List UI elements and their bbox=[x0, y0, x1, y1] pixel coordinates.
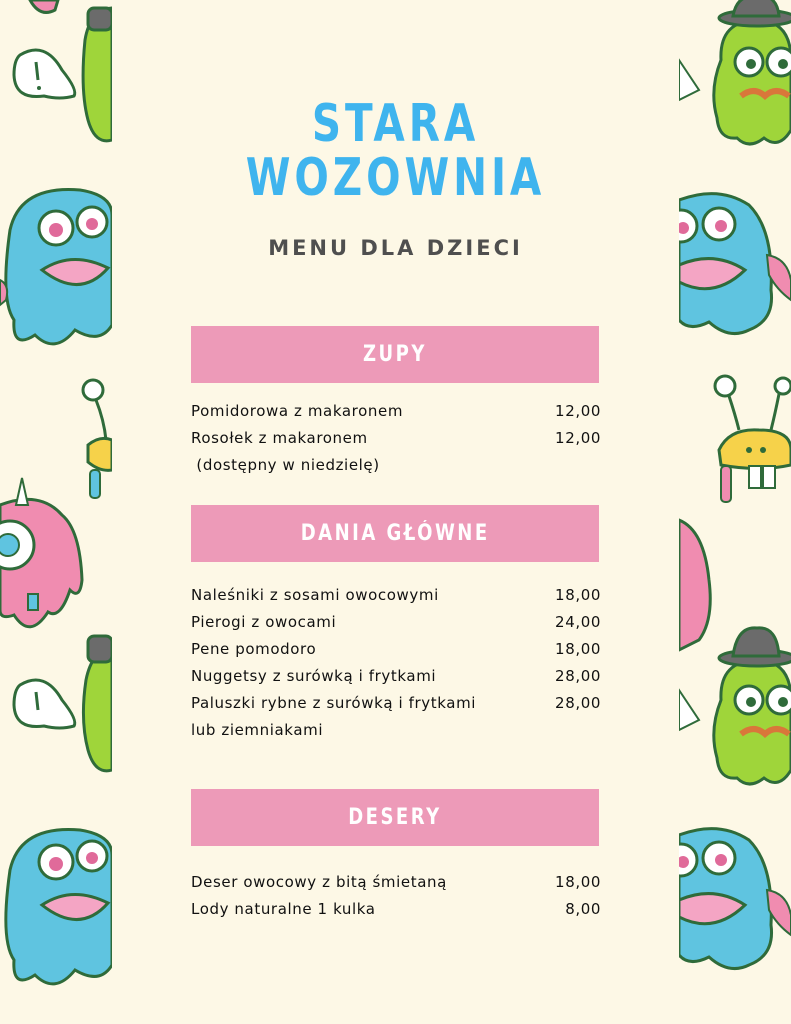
menu-item bbox=[191, 694, 601, 718]
monster-blue-lips-icon bbox=[679, 194, 791, 334]
menu-item-name: (dostępny w niedzielę) bbox=[191, 456, 380, 474]
menu-item bbox=[191, 613, 601, 637]
menu-item-price: 12,00 bbox=[555, 402, 601, 420]
menu-item-price: 28,00 bbox=[555, 694, 601, 712]
section-header-soups bbox=[191, 326, 599, 383]
section-header-main-dishes bbox=[191, 505, 599, 562]
menu-item-price: 18,00 bbox=[555, 873, 601, 891]
menu-item-name: lub ziemniakami bbox=[191, 721, 324, 739]
monster-yellow-antenna-icon bbox=[715, 376, 791, 502]
right-decoration-strip bbox=[679, 0, 791, 1024]
menu-item bbox=[191, 667, 601, 691]
section-heading: DANIA GŁÓWNE bbox=[300, 521, 490, 546]
menu-item bbox=[191, 640, 601, 664]
menu-item-price: 24,00 bbox=[555, 613, 601, 631]
monster-pink-cyclops-icon bbox=[0, 478, 82, 627]
menu-item-name: Naleśniki z sosami owocowymi bbox=[191, 586, 439, 604]
section-heading: ZUPY bbox=[363, 342, 427, 367]
menu-item-price: 28,00 bbox=[555, 667, 601, 685]
menu-item-name: Pomidorowa z makaronem bbox=[191, 402, 404, 420]
menu-item-name: Pierogi z owocami bbox=[191, 613, 337, 631]
monster-green-hat-icon bbox=[83, 8, 112, 141]
restaurant-title-line2: WOZOWNIA bbox=[245, 148, 546, 208]
menu-item bbox=[191, 586, 601, 610]
section-header-desserts bbox=[191, 789, 599, 846]
menu-item-price: 12,00 bbox=[555, 429, 601, 447]
menu-item-note bbox=[191, 456, 601, 480]
monster-green-hat-icon bbox=[714, 0, 791, 144]
menu-page bbox=[112, 0, 679, 1024]
monster-yellow-antenna-icon bbox=[83, 380, 112, 498]
menu-item-note bbox=[191, 721, 601, 745]
menu-item-name: Pene pomodoro bbox=[191, 640, 317, 658]
menu-item-name: Deser owocowy z bitą śmietaną bbox=[191, 873, 447, 891]
menu-item-price: 18,00 bbox=[555, 586, 601, 604]
menu-item-price: 8,00 bbox=[565, 900, 601, 918]
monster-blue-lips-icon bbox=[6, 190, 112, 344]
menu-item-name: Nuggetsy z surówką i frytkami bbox=[191, 667, 437, 685]
menu-item-price: 18,00 bbox=[555, 640, 601, 658]
section-heading: DESERY bbox=[348, 805, 442, 830]
menu-item-name: Rosołek z makaronem bbox=[191, 429, 368, 447]
menu-item-name: Lody naturalne 1 kulka bbox=[191, 900, 376, 918]
menu-subtitle: MENU DLA DZIECI bbox=[268, 236, 523, 260]
speech-bubble-icon bbox=[14, 50, 75, 98]
menu-item bbox=[191, 873, 601, 897]
menu-item bbox=[191, 402, 601, 426]
restaurant-title-line1: STARA bbox=[311, 94, 480, 154]
left-decoration-strip bbox=[0, 0, 112, 1024]
menu-item bbox=[191, 429, 601, 453]
menu-item bbox=[191, 900, 601, 924]
menu-item-name: Paluszki rybne z surówką i frytkami bbox=[191, 694, 477, 712]
